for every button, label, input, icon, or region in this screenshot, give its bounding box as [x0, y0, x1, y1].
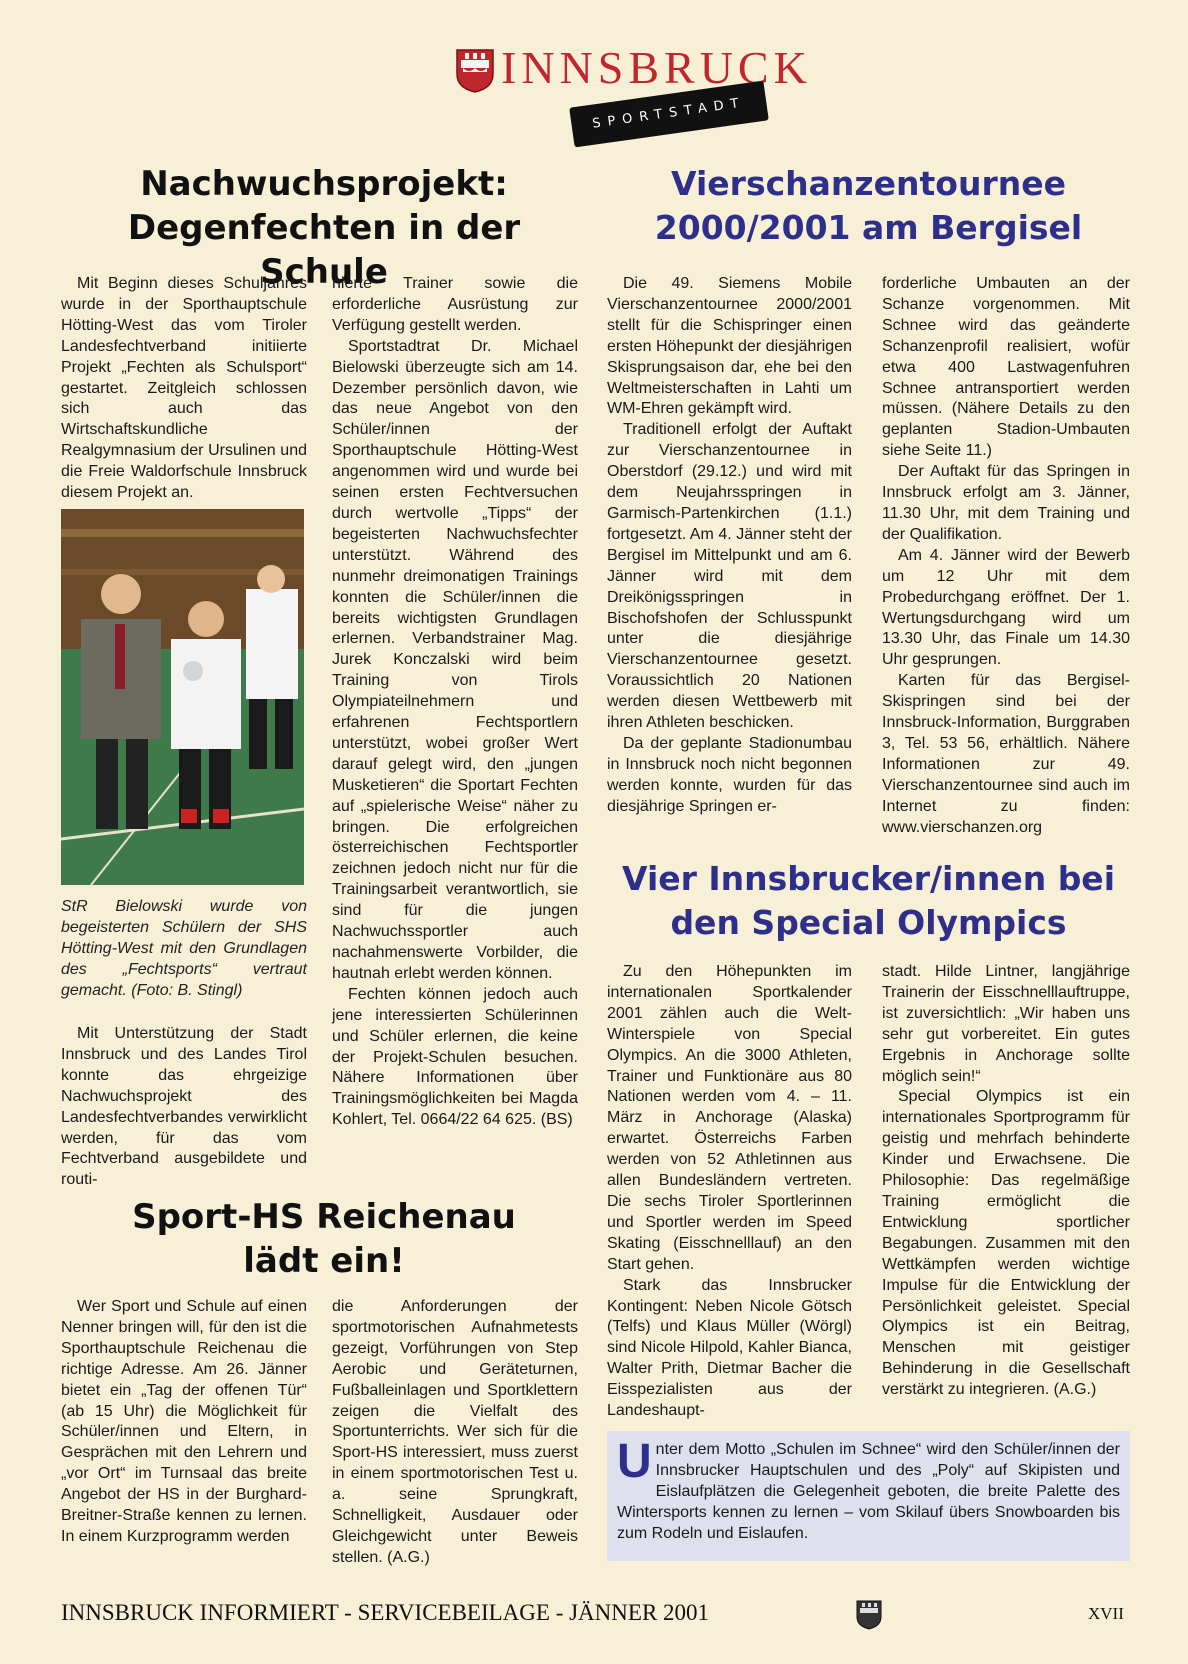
info-box-dropcap: U [617, 1435, 652, 1488]
fencing-paragraph: Mit Beginn dieses Schuljahres wurde in der Sporthauptschule Hötting-West das vom Tiroler Landesfechtverband initiierte Projekt „Fechten als Schulsport“ gestartet. Zeitgleich schlossen sich auch das Wirtschaftskundliche Realgymnasium der Ursulinen und die Freie Waldorfschule Innsbruck diesem Projekt an. [61, 275, 307, 502]
olympics-paragraph: Stark das Innsbrucker Kontingent: Neben Nicole Götsch (Telfs) und Klaus Müller (Wörgl) sind Nicole Hilpold, Kahler Bianca, Walter Prith, Dietmar Bacher die Eisspezialisten aus der Landeshaupt- [607, 1276, 852, 1420]
fencing-col1-bottom [61, 1024, 307, 1191]
tournee-headline-line-1: Vierschanzentournee [671, 164, 1066, 203]
photo-caption: StR Bielowski wurde von begeisterten Schülern der SHS Hötting-West mit den Grundlagen des „Fechtsports“ vertraut gemacht. (Foto: B. Stingl) [61, 898, 307, 999]
masthead [455, 40, 812, 140]
tournee-paragraph: Da der geplante Stadionumbau in Innsbruck noch nicht begonnen werden konnte, wurden für das diesjährige Springen er- [607, 734, 852, 815]
fencing-headline-line-2: Degenfechten in der Schule [127, 208, 521, 292]
olympics-col1 [607, 962, 852, 1422]
olympics-headline-line-1: Vier Innsbrucker/innen bei [621, 859, 1116, 898]
footer-title: INNSBRUCK INFORMIERT - SERVICEBEILAGE - JÄNNER 2001 [61, 1600, 710, 1625]
fencing-paragraph: nierte Trainer sowie die erforderliche Ausrüstung zur Verfügung gestellt werden. [332, 275, 578, 334]
fencing-photo-image [61, 509, 304, 885]
reichenau-paragraph: Wer Sport und Schule auf einen Nenner bringen will, für den ist die Sporthauptschule Reichenau die richtige Adresse. Am 26. Jänner bietet ein „Tag der offenen Tür“ (ab 15 Uhr) die Möglichkeit für Schüler/innen und Eltern, in Gesprächen mit den Lehrern und „vor Ort“ im Turnsaal das breite Angebot der HS in der Burghard-Breitner-Straße kennen zu lernen. In einem Kurzprogramm werden [61, 1298, 307, 1545]
brand-sub-banner: SPORTSTADT [569, 81, 769, 148]
olympics-col2 [882, 962, 1130, 1401]
olympics-paragraph: Special Olympics ist ein internationales Sportprogramm für geistig und mehrfach behinderte Kinder und Erwachsene. Die Philosophie: Das regelmäßige Training ermöglicht die Entwicklung sportlicher Begabungen. Zusammen mit den Wettkämpfen werden wichtige Impulse für die Entwicklung der Persönlichkeit geleistet. Special Olympics ist ein Beitrag, Menschen mit geistiger Behinderung in die Gesellschaft verstärkt zu integrieren. (A.G.) [882, 1088, 1130, 1399]
tournee-paragraph: Der Auftakt für das Springen in Innsbruck erfolgt am 3. Jänner, 11.30 Uhr, mit dem Training und der Qualifikation. [882, 463, 1130, 543]
reichenau-paragraph: die Anforderungen der sportmotorischen Aufnahmetests gezeigt, Vorführungen von Step Aerobic und Geräteturnen, Fußballeinlagen und Sportklettern zeigen die Vielfalt des Sportunterrichts. Wer sich für die Sport-HS interessiert, muss zuerst in einem sportmotorischen Test u. a. seine Sprungkraft, Schnelligkeit, Ausdauer oder Gleichgewicht unter Beweis stellen. (A.G.) [332, 1298, 578, 1566]
tournee-col2 [882, 274, 1130, 838]
reichenau-headline-line-2: lädt ein! [243, 1241, 405, 1281]
footer-crest-icon [856, 1600, 882, 1630]
reichenau-col2 [332, 1297, 578, 1569]
fencing-paragraph: Mit Unterstützung der Stadt Innsbruck und des Landes Tirol konnte das ehrgeizige Nachwuchsprojekt des Landesfechtverbandes verwirklicht werden, für das vom Fechtverband ausgebildete und routi- [61, 1025, 307, 1189]
reichenau-headline-line-1: Sport-HS Reichenau [132, 1197, 516, 1237]
reichenau-col1 [61, 1297, 307, 1548]
fencing-headline-line-1: Nachwuchsprojekt: [140, 164, 508, 204]
tournee-headline-line-2: 2000/2001 am Bergisel [654, 208, 1083, 247]
tournee-paragraph: Traditionell erfolgt der Auftakt zur Vierschanzentournee in Oberstdorf (29.12.) und wird mit dem Neujahrsspringen in Garmisch-Partenkirchen (1.1.) fortgesetzt. Am 4. Jänner steht der Bergisel im Mittelpunkt und am 6. Jänner wird mit dem Dreikönigsspringen in Bischofshofen der Schlusspunkt unter die diesjährige Vierschanzentournee gesetzt. Voraussichtlich 20 Nationen werden diesen Wettbewerb mit ihren Athleten beschicken. [607, 421, 852, 732]
fencing-photo [61, 509, 304, 885]
tournee-paragraph: Am 4. Jänner wird der Bewerb um 12 Uhr mit dem Probedurchgang eröffnet. Der 1. Wertungsdurchgang wird um 13.30 Uhr, das Finale um 14.30 Uhr gesprungen. [882, 546, 1130, 669]
info-box [607, 1431, 1130, 1561]
olympics-paragraph: stadt. Hilde Lintner, langjährige Trainerin der Eisschnelllauftruppe, ist zuversichtlich: „Wir haben uns sehr gut vorbereitet. Ein gutes Ergebnis in Anchorage sollte möglich sein!“ [882, 963, 1130, 1085]
page-number: XVII [1088, 1604, 1124, 1623]
info-box-text [617, 1435, 1120, 1545]
tournee-paragraph: Die 49. Siemens Mobile Vierschanzentournee 2000/2001 stellt für die Schispringer einen ersten Höhepunkt der diesjährigen Skisprungsaison dar, ehe bei den Weltmeisterschaften in Lahti um WM-Ehren gekämpft wird. [607, 275, 852, 418]
tournee-paragraph: forderliche Umbauten an der Schanze vorgenommen. Mit Schnee wird das geänderte Schanzenprofil realisiert, wofür etwa 400 Lastwagenfuhren Schnee antransportiert werden müssen. (Nähere Details zu den geplanten Stadion-Umbauten siehe Seite 11.) [882, 275, 1130, 460]
olympics-headline-line-2: den Special Olympics [670, 903, 1067, 942]
fencing-col1-top [61, 274, 307, 504]
olympics-paragraph: Zu den Höhepunkten im internationalen Sportkalender 2001 zählen auch die Welt-Winterspiele von Special Olympics. An die 3000 Athleten, Trainer und Funktionäre aus 80 Nationen werden vom 4. – 11. März in Anchorage (Alaska) erwartet. Österreichs Farben werden von 52 Athletinnen aus allen Bundesländern vertreten. Die sechs Tiroler Sportlerinnen und Sportler werden im Speed Skating (Eisschnelllauf) an den Start gehen. [607, 963, 852, 1273]
info-box-body: nter dem Motto „Schulen im Schnee“ wird den Schüler/innen der Innsbrucker Hauptschulen und des „Poly“ auf Skipisten und Eislaufplätzen die Gelegenheit geboten, die breite Palette des Wintersports kennen zu lernen – vom Skilauf übers Snowboarden bis zum Rodeln und Eislaufen. [617, 1441, 1120, 1542]
tournee-paragraph: Karten für das Bergisel-Skispringen sind bei der Innsbruck-Information, Burggraben 3, Tel. 53 56, erhältlich. Nähere Informationen zur 49. Vierschanzentournee sind auch im Internet zu finden: www.vierschanzen.org [882, 672, 1130, 836]
fencing-paragraph: Sportstadtrat Dr. Michael Bielowski überzeugte sich am 14. Dezember persönlich davon, wie das neue Angebot von den Schüler/innen der Sporthauptschule Hötting-West angenommen wird und wurde bei seinen ersten Fechtversuchen durch wertvolle „Tipps“ der begeisterten Nachwuchsfechter unterstützt. Während des nunmehr dreimonatigen Trainings konnten die Schüler/innen die bereits wichtigsten Grundlagen erlernen. Verbandstrainer Mag. Jurek Konczalski wird beim Training von Tirols Olympiateilnehmern und erfahrenen Fechtsportlern unterstützt, wobei großer Wert darauf gelegt wird, den „jungen Musketieren“ die Sportart Fechten auf „spielerische Weise“ näher zu bringen. Die erfolgreichen österreichischen Fechtsportler zeichnen jedoch nicht nur für die Trainingsarbeit verantwortlich, sie sind für die jungen Nachwuchssportler auch nachahmenswerte Vorbilder, die hautnah erlebt werden können. [332, 337, 578, 982]
fencing-paragraph: Fechten können jedoch auch jene interessierten Schülerinnen und Schüler erlernen, die keine der Projekt-Schulen besuchen. Nähere Informationen über Trainingsmöglichkeiten bei Magda Kohlert, Tel. 0664/22 64 625. (BS) [332, 985, 578, 1129]
tournee-col1 [607, 274, 852, 818]
fencing-col2 [332, 274, 578, 1131]
innsbruck-crest-icon [455, 48, 495, 94]
brand-name: INNSBRUCK [501, 42, 812, 93]
